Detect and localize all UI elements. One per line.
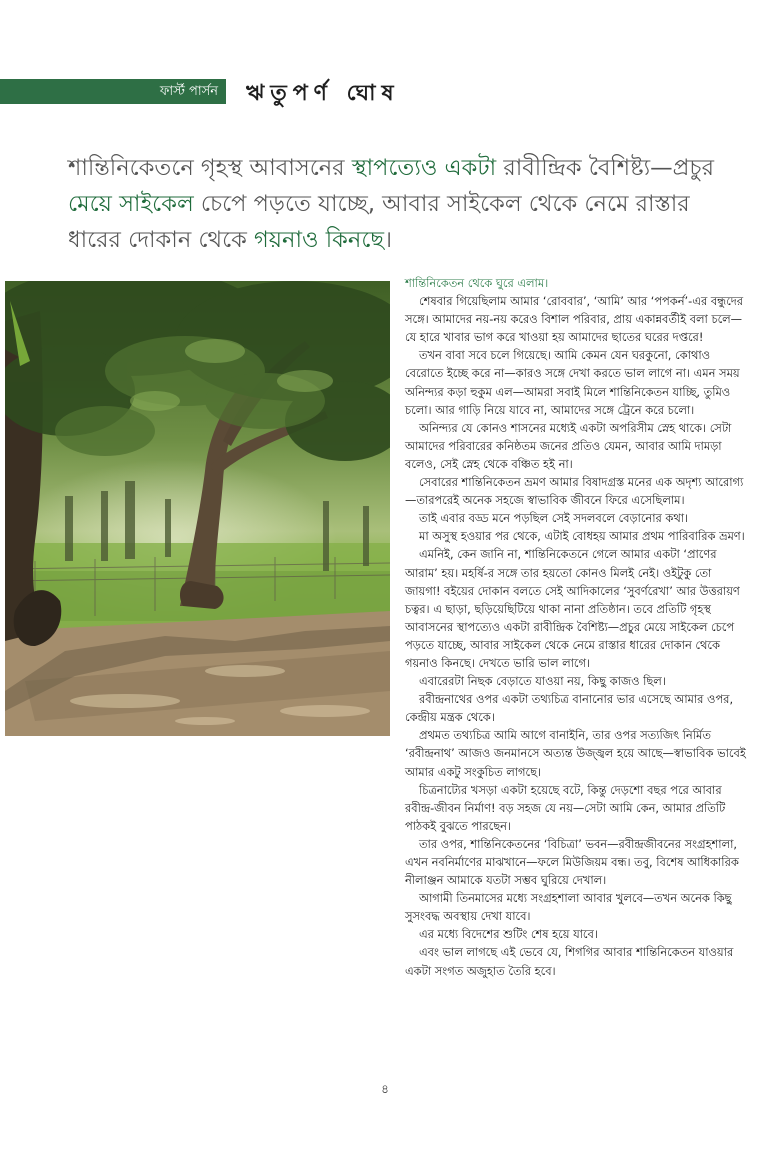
article-paragraph: এবং ভাল লাগছে এই ভেবে যে, শিগগির আবার শান্তিনিকেতন যাওয়ার একটা সংগত অজুহাত তৈরি হবে।	[405, 945, 734, 978]
tree-garden-photo	[5, 281, 390, 736]
pull-quote-highlight: স্থাপত্যেও একটা	[351, 155, 497, 181]
tree-garden-illustration	[5, 281, 390, 736]
article-opening-line: শান্তিনিকেতন থেকে ঘুরে এলাম।	[405, 276, 549, 290]
article-paragraph: এবারেরটা নিছক বেড়াতে যাওয়া নয়, কিছু কাজও ছিল।	[419, 674, 666, 689]
article-paragraph: তার ওপর, শান্তিনিকেতনের ‘বিচিত্রা’ ভবন—রবীন্দ্রজীবনের সংগ্রহশালা, এখন নবনির্মাণের মাঝখানে—ফলে মিউজিয়ম বন্ধ। তবু, বিশেষ আধিকারিক নীলাঞ্জন আমাকে যতটা সম্ভব ঘুরিয়ে দেখাল।	[405, 836, 739, 888]
article-paragraph: তাই এবার বড্ড মনে পড়ছিল সেই সদলবলে বেড়ানোর কথা।	[419, 511, 689, 526]
article-paragraph: এমনিই, কেন জানি না, শান্তিনিকেতনে গেলে আমার একটা ‘প্রাণের আরাম’ হয়। মহর্ষি-র সঙ্গে তার হয়তো কোনও মিলই নেই। ওইটুকু তো জায়গা! বইয়ের দোকান বলতে সেই আদিকালের ‘সুবর্ণরেখা’ আর উত্তরায়ণ চত্বর। এ ছাড়া, ছড়িয়েছিটিয়ে থাকা নানা প্রতিষ্ঠান। তবে প্রতিটি গৃহস্থ আবাসনের স্থাপত্যেও একটা রাবীন্দ্রিক বৈশিষ্ট্য—প্রচুর মেয়ে সাইকেল চেপে পড়তে যাচ্ছে, আবার সাইকেল থেকে নেমে রাস্তার ধারের দোকান থেকে গয়নাও কিনছে। দেখতে ভারি ভাল লাগে।	[405, 547, 740, 670]
section-label: ফার্স্ট পার্সন	[0, 79, 226, 104]
article-body	[405, 274, 750, 980]
article-paragraph: তখন বাবা সবে চলে গিয়েছে। আমি কেমন যেন ঘরকুনো, কোথাও বেরোতে ইচ্ছে করে না—কারও সঙ্গে দেখা করতে ভাল লাগে না। এমন সময় অনিন্দ্যর কড়া হুকুম এল—আমরা সবাই মিলে শান্তিনিকেতন যাচ্ছি, তুমিও চলো। আর গাড়ি নিয়ে যাবে না, আমাদের সঙ্গে ট্রেনে করে চলো।	[405, 348, 740, 417]
pull-quote-text: চেপে পড়তে যাচ্ছে, আবার সাইকেল থেকে নেমে রাস্তার ধারের দোকান থেকে	[68, 191, 690, 253]
article-paragraph: এর মধ্যে বিদেশের শুটিং শেষ হয়ে যাবে।	[419, 927, 598, 942]
article-paragraph: রবীন্দ্রনাথের ওপর একটা তথ্যচিত্র বানানোর ভার এসেছে আমার ওপর, কেন্দ্রীয় মন্ত্রক থেকে।	[405, 692, 734, 725]
article-paragraph: অনিন্দ্যর যে কোনও শাসনের মধ্যেই একটা অপরিসীম স্নেহ থাকে। সেটা আমাদের পরিবারের কনিষ্ঠতম জনের প্রতিও যেমন, আবার আমি দামড়া বলেও, সেই স্নেহ থেকে বঞ্চিত হই না।	[405, 420, 732, 471]
article-paragraph: আগামী তিনমাসের মধ্যে সংগ্রহশালা আবার খুলবে—তখন অনেক কিছু সুসংবদ্ধ অবস্থায় দেখা যাবে।	[405, 891, 732, 924]
pull-quote-highlight: গয়নাও কিনছে	[254, 227, 384, 253]
pull-quote-highlight: মেয়ে সাইকেল	[68, 191, 194, 217]
pull-quote-text: ।	[384, 227, 393, 253]
article-paragraph: সেবারের শান্তিনিকেতন ভ্রমণ আমার বিষাদগ্রস্ত মনের এক অদৃশ্য আরোগ্য—তারপরেই অনেক সহজে স্বাভাবিক জীবনে ফিরে এসেছিলাম।	[405, 475, 744, 508]
article-paragraph: চিত্রনাট্যের খসড়া একটা হয়েছে বটে, কিন্তু দেড়শো বছর পরে আবার রবীন্দ্র-জীবন নির্মাণ! বড় সহজ যে নয়—সেটা আমি কেন, আমার প্রতিটি পাঠকই বুঝতে পারছেন।	[405, 782, 726, 833]
pull-quote-text: রাবীন্দ্রিক বৈশিষ্ট্য—প্রচুর	[496, 155, 714, 181]
article-paragraph: প্রথমত তথ্যচিত্র আমি আগে বানাইনি, তার ওপর সত্যজিৎ নির্মিত ‘রবীন্দ্রনাথ’ আজও জনমানসে অত্যন্ত উজ্জ্বল হয়ে আছে—স্বাভাবিক ভাবেই আমার একটু সংকুচিত লাগছে।	[405, 728, 746, 779]
pull-quote-text: শান্তিনিকেতনে গৃহস্থ আবাসনের	[68, 155, 352, 181]
pull-quote	[68, 150, 738, 258]
article-paragraph: শেষবার গিয়েছিলাম আমার ‘রোববার’, ‘আমি’ আর ‘পপকর্ন’-এর বন্ধুদের সঙ্গে। আমাদের নয়-নয় করেও বিশাল পরিবার, প্রায় একান্নবর্তীই বলা চলে—যে হারে খাবার ভাগ করে খাওয়া হয় আমাদের ছাতের ঘরের দপ্তরে!	[405, 294, 744, 345]
page-number: ৪	[381, 1082, 389, 1096]
author-name: ঋতুপর্ণ ঘোষ	[246, 81, 400, 106]
article-paragraph: মা অসুস্থ হওয়ার পর থেকে, এটাই বোধহয় আমার প্রথম পারিবারিক ভ্রমণ।	[419, 529, 745, 544]
